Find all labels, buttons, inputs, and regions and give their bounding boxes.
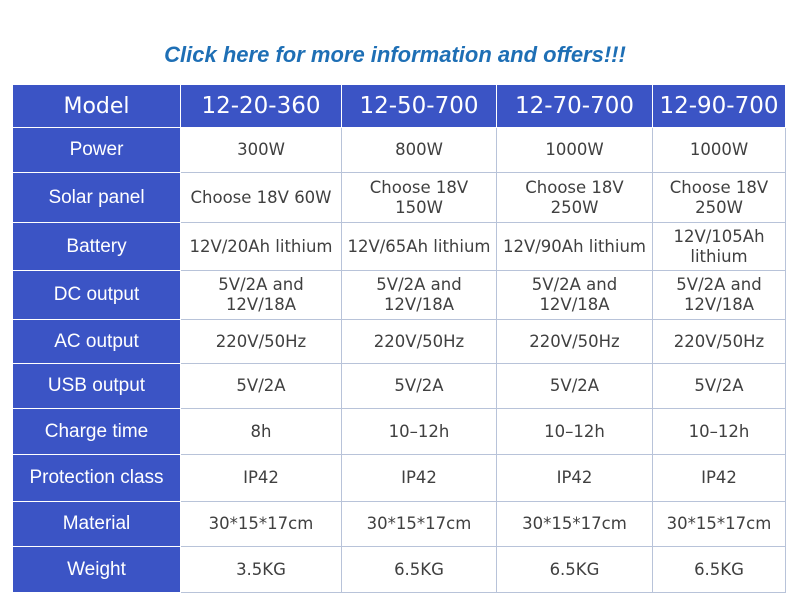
table-cell: IP42 — [342, 455, 497, 502]
header-model-label: Model — [13, 85, 181, 128]
table-cell: 10–12h — [497, 409, 653, 455]
table-cell: 220V/50Hz — [497, 320, 653, 364]
row-label: Protection class — [13, 455, 181, 502]
table-cell: 30*15*17cm — [342, 502, 497, 547]
table-cell: 30*15*17cm — [653, 502, 786, 547]
row-label: Battery — [13, 223, 181, 271]
table-cell: 1000W — [653, 128, 786, 173]
promo-link[interactable]: Click here for more information and offers!!! — [164, 42, 626, 67]
table-cell: 6.5KG — [342, 547, 497, 593]
row-label: DC output — [13, 271, 181, 320]
table-cell: 5V/2A — [653, 364, 786, 409]
table-cell: Choose 18V 250W — [653, 173, 786, 223]
table-cell: 300W — [181, 128, 342, 173]
table-header-row — [13, 85, 786, 128]
row-label: AC output — [13, 320, 181, 364]
row-label: USB output — [13, 364, 181, 409]
table-row — [13, 320, 786, 364]
table-row — [13, 502, 786, 547]
table-row — [13, 173, 786, 223]
table-cell: 3.5KG — [181, 547, 342, 593]
table-cell: 12V/65Ah lithium — [342, 223, 497, 271]
table-cell: 800W — [342, 128, 497, 173]
row-label: Power — [13, 128, 181, 173]
table-cell: Choose 18V 60W — [181, 173, 342, 223]
row-label: Charge time — [13, 409, 181, 455]
table-row — [13, 364, 786, 409]
header-model: 12-70-700 — [497, 85, 653, 128]
table-cell: 10–12h — [653, 409, 786, 455]
table-cell: 5V/2A — [497, 364, 653, 409]
table-cell: 12V/105Ah lithium — [653, 223, 786, 271]
table-cell: 220V/50Hz — [342, 320, 497, 364]
table-cell: 6.5KG — [653, 547, 786, 593]
spec-table — [12, 84, 786, 593]
table-row — [13, 455, 786, 502]
table-cell: IP42 — [653, 455, 786, 502]
header-model: 12-20-360 — [181, 85, 342, 128]
table-row — [13, 128, 786, 173]
table-row — [13, 223, 786, 271]
table-cell: 6.5KG — [497, 547, 653, 593]
table-cell: 8h — [181, 409, 342, 455]
table-cell: 12V/90Ah lithium — [497, 223, 653, 271]
table-cell: 5V/2A and 12V/18A — [342, 271, 497, 320]
table-cell: 30*15*17cm — [497, 502, 653, 547]
row-label: Material — [13, 502, 181, 547]
table-cell: Choose 18V 250W — [497, 173, 653, 223]
table-cell: IP42 — [181, 455, 342, 502]
table-row — [13, 271, 786, 320]
table-cell: Choose 18V 150W — [342, 173, 497, 223]
table-cell: 5V/2A and 12V/18A — [181, 271, 342, 320]
table-cell: 30*15*17cm — [181, 502, 342, 547]
table-cell: 5V/2A and 12V/18A — [497, 271, 653, 320]
table-cell: 12V/20Ah lithium — [181, 223, 342, 271]
table-row — [13, 409, 786, 455]
table-cell: IP42 — [497, 455, 653, 502]
table-row — [13, 547, 786, 593]
table-cell: 5V/2A and 12V/18A — [653, 271, 786, 320]
table-cell: 5V/2A — [342, 364, 497, 409]
header-model: 12-50-700 — [342, 85, 497, 128]
table-cell: 10–12h — [342, 409, 497, 455]
row-label: Weight — [13, 547, 181, 593]
table-cell: 220V/50Hz — [181, 320, 342, 364]
table-cell: 220V/50Hz — [653, 320, 786, 364]
table-cell: 1000W — [497, 128, 653, 173]
table-cell: 5V/2A — [181, 364, 342, 409]
row-label: Solar panel — [13, 173, 181, 223]
header-model: 12-90-700 — [653, 85, 786, 128]
